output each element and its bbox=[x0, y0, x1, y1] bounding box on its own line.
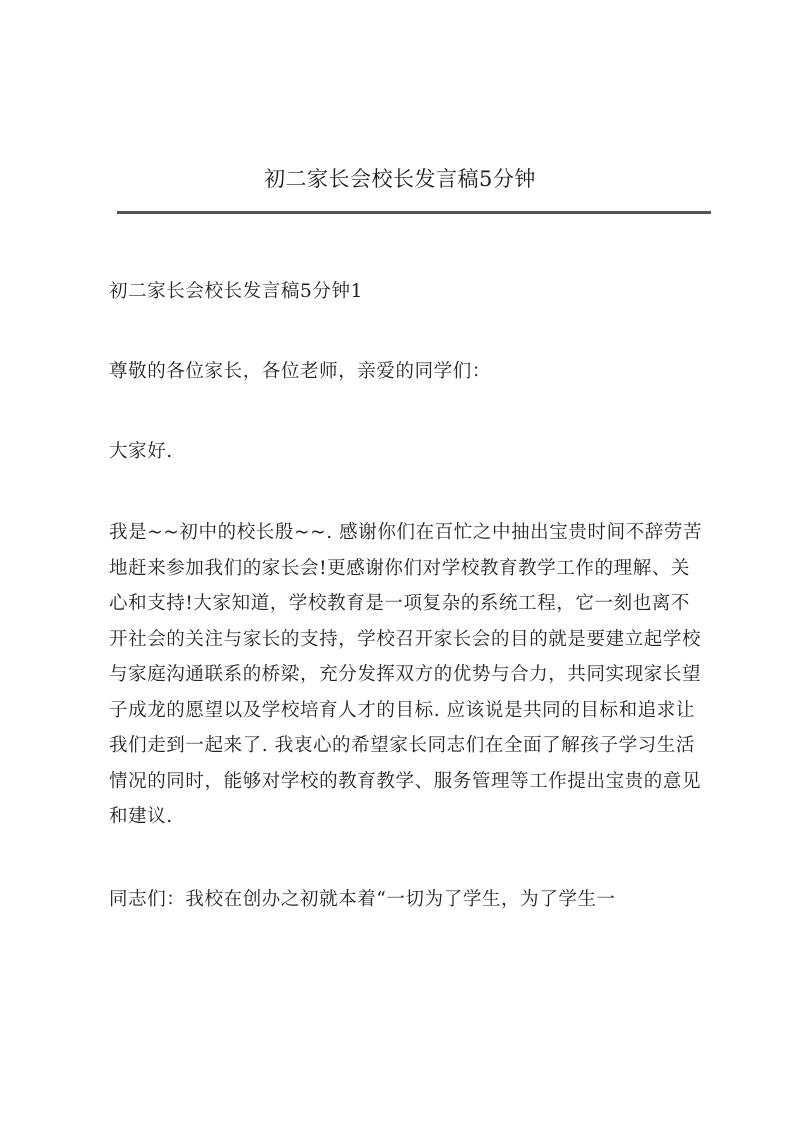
body-paragraph-1: 我是~~初中的校长殷~~. 感谢你们在百忙之中抽出宝贵时间不辞劳苦地赶来参加我们的家长会!更感谢你们对学校教育教学工作的理解、关心和支持!大家知道，学校教育是一项复杂的系统工程，它一刻也离不开社会的关注与家长的支持，学校召开家长会的目的就是要建立起学校与家庭沟通联系的桥梁，充分发挥双方的优势与合力，共同实现家长望子成龙的愿望以及学校培育人才的目标. 应该说是共同的目标和追求让我们走到一起来了. 我衷心的希望家长同志们在全面了解孩子学习生活情况的同时，能够对学校的教育教学、服务管理等工作提出宝贵的意见和建议. bbox=[109, 522, 703, 827]
title-divider bbox=[117, 211, 711, 214]
greeting-text: 大家好. bbox=[109, 441, 173, 462]
body-paragraph-2: 同志们：我校在创办之初就本着“一切为了学生，为了学生一 bbox=[109, 888, 616, 910]
section-heading: 初二家长会校长发言稿5分钟1 bbox=[109, 281, 363, 302]
document-body bbox=[109, 275, 709, 917]
document-title: 初二家长会校长发言稿5分钟 bbox=[264, 167, 536, 191]
salutation-text: 尊敬的各位家长，各位老师，亲爱的同学们： bbox=[109, 361, 492, 382]
